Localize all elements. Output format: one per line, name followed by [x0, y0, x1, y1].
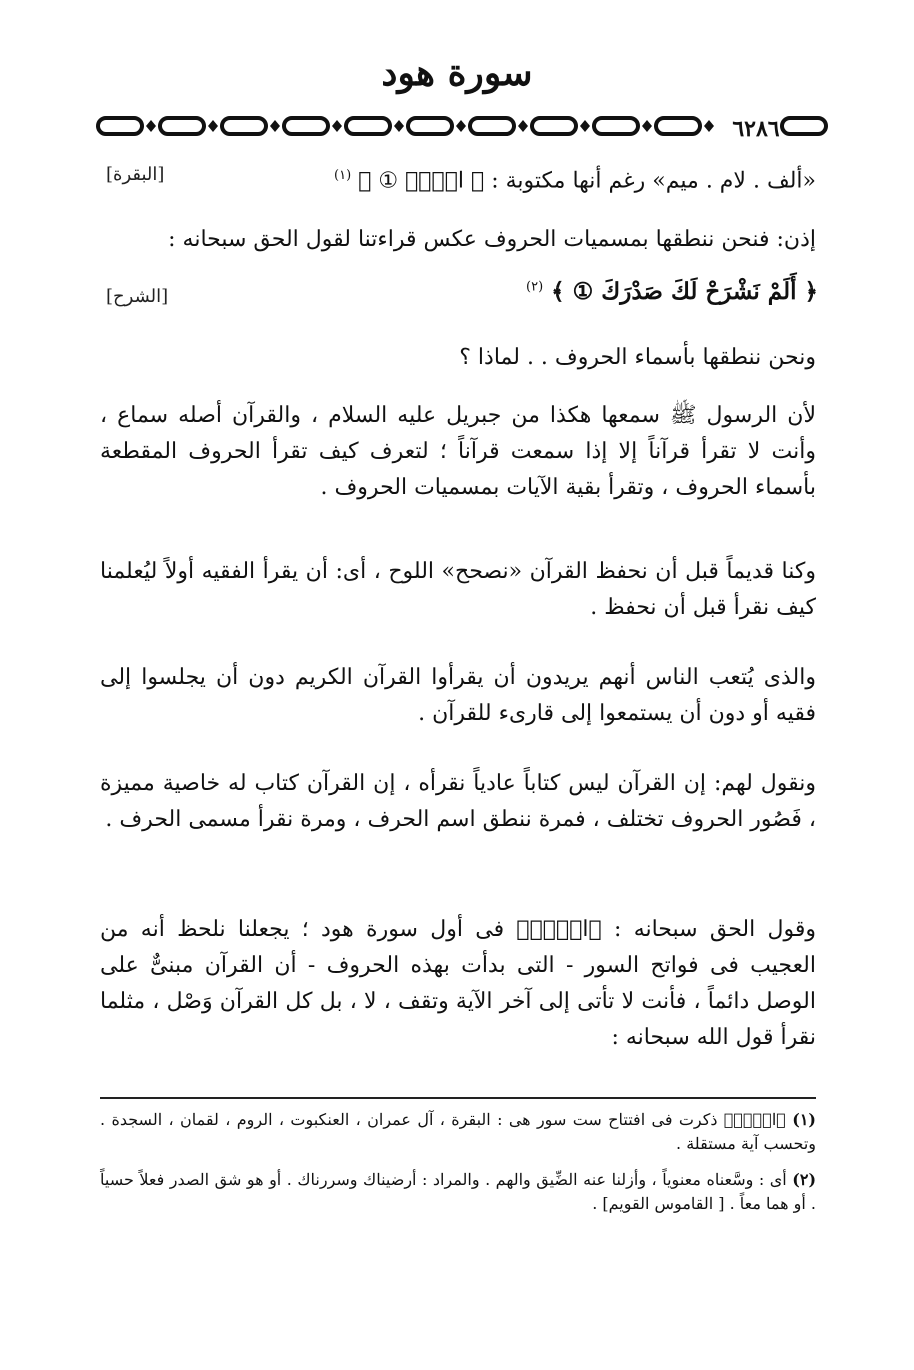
paragraph: وقول الحق سبحانه : ﴿الۤمۤ﴾ فى أول سورة هود ؛ يجعلنا نلحظ أنه من العجيب فى فواتح السور - التى بدأت بهذه الحروف - أن القرآن مبنىٌّ على الوصل دائماً ، فأنت لا تأتى إلى آخر الآية وتقف ، لا ، بل كل القرآن وَصْل ، مثلما نقرأ قول الله سبحانه :: [100, 917, 816, 1050]
surah-reference: [الشرح]: [106, 286, 169, 307]
footnote-2: [100, 1168, 816, 1216]
footnote-1-text: ﴿الۤمۤ﴾ ذكرت فى افتتاح ست سور هى : البقرة ، آل عمران ، العنكبوت ، الروم ، لقمان ، السجدة . وتحسب آية مستقلة .: [100, 1110, 816, 1153]
paragraph: والذى يُتعب الناس أنهم يريدون أن يقرأوا القرآن الكريم دون أن يجلسوا إلى فقيه أو دون أن يستمعوا إلى قارىء للقرآن .: [100, 665, 816, 726]
footnote-2-mark: (٢): [792, 1170, 817, 1189]
footnote-divider: [100, 1097, 816, 1099]
page-number: ٦٢٨٦: [732, 116, 780, 142]
intro-line: [300, 158, 816, 199]
footnote-2-text: أى : وسَّعناه معنوياً ، وأزلنا عنه الضِّيق والهم . والمراد : أرضيناك وسررناك . أو هو شق الصدر فعلاً حسياً . أو هما معاً . [ القاموس القويم] .: [100, 1170, 816, 1213]
footnote-1-mark: (١): [792, 1110, 816, 1129]
paragraph: ونحن ننطقها بأسماء الحروف . . لماذا ؟: [459, 345, 816, 370]
footnote-ref-2: (٢): [526, 279, 544, 295]
verse-line: [526, 278, 818, 305]
verse-text: ﴿ أَلَمْ نَشْرَحْ لَكَ صَدْرَكَ ① ﴾: [551, 278, 818, 305]
paragraph: ونقول لهم: إن القرآن ليس كتاباً عادياً نقرأه ، إن القرآن كتاب له خاصية مميزة ، فَصُور الحروف تختلف ، فمرة ننطق اسم الحرف ، ومرة نقرأ مسمى الحرف .: [100, 771, 816, 832]
intro-text: «ألف . لام . ميم» رغم أنها مكتوبة : ﴿ الۤمۤ ① ﴾: [358, 168, 816, 194]
surah-reference: [البقرة]: [106, 164, 165, 185]
page-title: سورة هود: [381, 52, 533, 94]
paragraph: لأن الرسول ﷺ سمعها هكذا من جبريل عليه السلام ، والقرآن أصله سماع ، وأنت لا تقرأ قرآناً إلا إذا سمعت قرآناً ؛ لتعرف كيف تقرأ الحروف المقطعة بأسماء الحروف ، وتقرأ بقية الآيات بمسميات الحروف .: [100, 403, 816, 500]
paragraph: وكنا قديماً قبل أن نحفظ القرآن «نصحح» اللوح ، أى: أن يقرأ الفقيه أولاً ليُعلمنا كيف نقرأ قبل أن نحفظ .: [100, 559, 816, 620]
footnote-1: [100, 1108, 816, 1156]
footnote-ref-1: (١): [334, 168, 352, 183]
paragraph: إذن: فنحن ننطقها بمسميات الحروف عكس قراءتنا لقول الحق سبحانه :: [168, 227, 816, 252]
